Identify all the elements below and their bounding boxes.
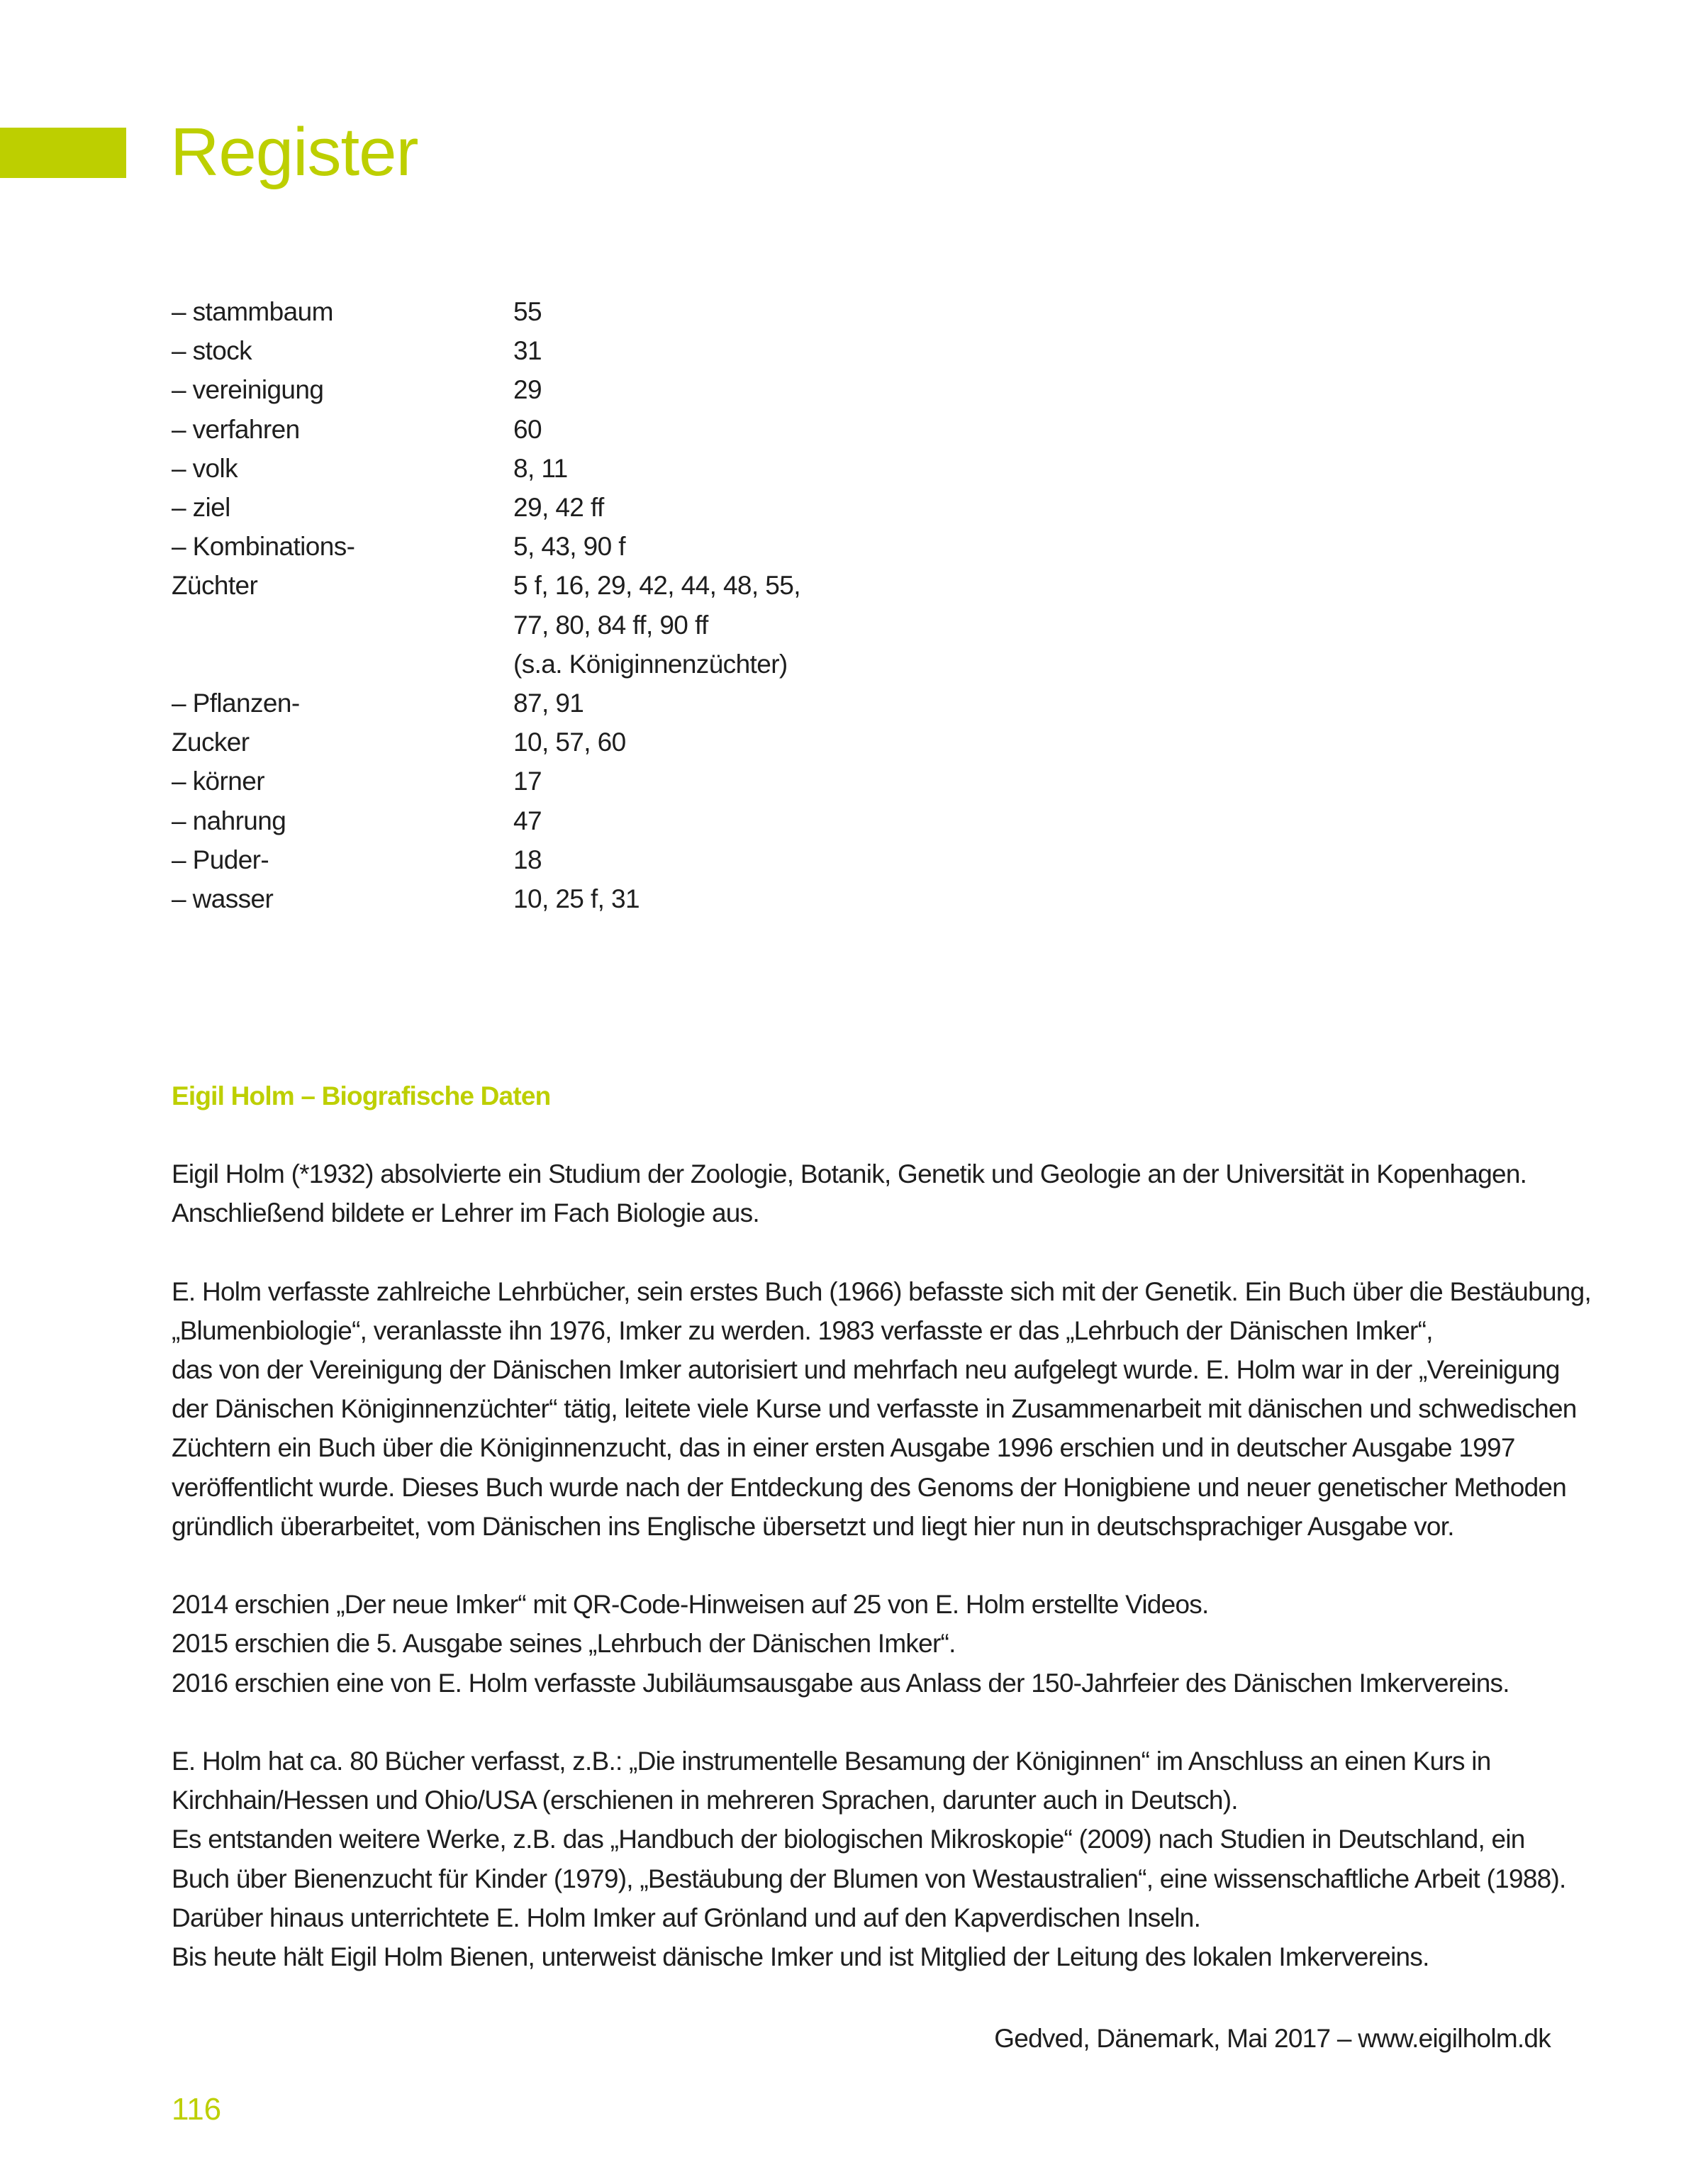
biography-line: der Dänischen Königinnenzüchter“ tätig, leitete viele Kurse und verfasste in Zusammenarbeit mit dänischen und schwedischen [172, 1394, 1577, 1424]
biography-line: gründlich überarbeitet, vom Dänischen ins Englische übersetzt und liegt hier nun in deutschsprachiger Ausgabe vor. [172, 1511, 1454, 1541]
index-pages: 10, 57, 60 [513, 728, 626, 757]
index-entry [172, 684, 1164, 723]
biography-paragraph [172, 1272, 1591, 1546]
register-index [172, 292, 1164, 918]
index-entry [172, 840, 1164, 879]
index-term: – stock [172, 336, 252, 366]
index-term: – verfahren [172, 414, 300, 444]
index-term: – wasser [172, 884, 274, 914]
index-term: – volk [172, 453, 238, 483]
index-entry [172, 292, 1164, 331]
index-pages: 29, 42 ff [513, 493, 604, 523]
index-pages: 60 [513, 414, 542, 444]
biography-line: veröffentlicht wurde. Dieses Buch wurde nach der Entdeckung des Genoms der Honigbiene und neuer genetischer Methoden [172, 1472, 1567, 1502]
index-pages: 31 [513, 336, 542, 366]
index-term: – Pflanzen- [172, 689, 300, 718]
biography-heading: Eigil Holm – Biografische Daten [172, 1081, 551, 1110]
biography-body [172, 1154, 1591, 1976]
biography-line: 2015 erschien die 5. Ausgabe seines „Lehrbuch der Dänischen Imker“. [172, 1629, 956, 1659]
index-term: – Kombinations- [172, 532, 355, 562]
index-pages: 5 f, 16, 29, 42, 44, 48, 55, [513, 571, 800, 601]
index-pages: 5, 43, 90 f [513, 532, 625, 562]
index-term: – körner [172, 767, 264, 796]
index-entry [172, 449, 1164, 488]
index-pages: 17 [513, 767, 542, 796]
page-number: 116 [172, 2092, 222, 2127]
index-entry [172, 370, 1164, 409]
index-entry [172, 762, 1164, 801]
index-term [172, 645, 513, 684]
biography-line: Es entstanden weitere Werke, z.B. das „Handbuch der biologischen Mikroskopie“ (2009) nach Studien in Deutschland, ein [172, 1825, 1525, 1854]
biography-line: 2016 erschien eine von E. Holm verfasste Jubiläumsausgabe aus Anlass der 150-Jahrfeier des Dänischen Imkervereins. [172, 1668, 1509, 1698]
index-term: – nahrung [172, 806, 286, 835]
biography-line: Darüber hinaus unterrichtete E. Holm Imker auf Grönland und auf den Kapverdischen Inseln. [172, 1903, 1201, 1932]
biography-line: E. Holm verfasste zahlreiche Lehrbücher, sein erstes Buch (1966) befasste sich mit der Genetik. Ein Buch über die Bestäubung, [172, 1276, 1591, 1306]
biography-line: „Blumenbiologie“, veranlasste ihn 1976, Imker zu werden. 1983 verfasste er das „Lehrbuch der Dänischen Imker“, [172, 1315, 1433, 1345]
index-pages: 47 [513, 806, 542, 835]
index-entry [172, 488, 1164, 527]
index-term: Züchter [172, 571, 258, 601]
index-entry [172, 645, 1164, 684]
index-pages: 87, 91 [513, 689, 584, 718]
biography-signature: Gedved, Dänemark, Mai 2017 – www.eigilholm.dk [994, 2024, 1551, 2053]
index-term: – Puder- [172, 845, 269, 874]
index-entry [172, 801, 1164, 840]
index-pages: (s.a. Königinnenzüchter) [513, 649, 788, 679]
index-entry [172, 879, 1164, 918]
biography-line: Eigil Holm (*1932) absolvierte ein Studium der Zoologie, Botanik, Genetik und Geologie an der Universität in Kopenhagen. [172, 1159, 1527, 1188]
biography-line: Kirchhain/Hessen und Ohio/USA (erschienen in mehreren Sprachen, darunter auch in Deutsch). [172, 1786, 1238, 1815]
index-pages: 18 [513, 845, 542, 874]
index-entry [172, 331, 1164, 370]
title-accent-bar [0, 128, 126, 178]
biography-paragraph [172, 1742, 1566, 1976]
biography-line: Buch über Bienenzucht für Kinder (1979), „Bestäubung der Blumen von Westaustralien“, eine wissenschaftliche Arbeit (1988). [172, 1864, 1566, 1893]
index-pages: 77, 80, 84 ff, 90 ff [513, 610, 708, 640]
index-term: – stammbaum [172, 297, 333, 326]
index-pages: 10, 25 f, 31 [513, 884, 640, 914]
index-pages: 29 [513, 375, 542, 405]
biography-line: Anschließend bildete er Lehrer im Fach Biologie aus. [172, 1198, 759, 1228]
biography-line: das von der Vereinigung der Dänischen Imker autorisiert und mehrfach neu aufgelegt wurde. E. Holm war in der „Vereinigung [172, 1355, 1560, 1384]
biography-paragraph [172, 1154, 1561, 1232]
index-term: – ziel [172, 493, 230, 523]
biography-line: Züchtern ein Buch über die Königinnenzucht, das in einer ersten Ausgabe 1996 erschien und in deutscher Ausgabe 1997 [172, 1433, 1515, 1463]
biography-line: 2014 erschien „Der neue Imker“ mit QR-Code-Hinweisen auf 25 von E. Holm erstellte Videos. [172, 1590, 1209, 1620]
biography-paragraph [172, 1585, 1561, 1703]
index-term: Zucker [172, 728, 250, 757]
page-title: Register [170, 114, 418, 190]
index-entry [172, 606, 1164, 645]
index-entry [172, 723, 1164, 762]
index-entry [172, 566, 1164, 605]
biography-line: Bis heute hält Eigil Holm Bienen, unterweist dänische Imker und ist Mitglied der Leitung des lokalen Imkervereins. [172, 1942, 1429, 1972]
index-term: – vereinigung [172, 375, 324, 405]
index-entry [172, 410, 1164, 449]
index-pages: 55 [513, 297, 542, 326]
index-term [172, 606, 513, 645]
biography-section [172, 1076, 1591, 2015]
index-entry [172, 527, 1164, 566]
index-pages: 8, 11 [513, 453, 568, 483]
biography-line: E. Holm hat ca. 80 Bücher verfasst, z.B.: „Die instrumentelle Besamung der Königinnen“ im Anschluss an einen Kurs in [172, 1747, 1491, 1776]
